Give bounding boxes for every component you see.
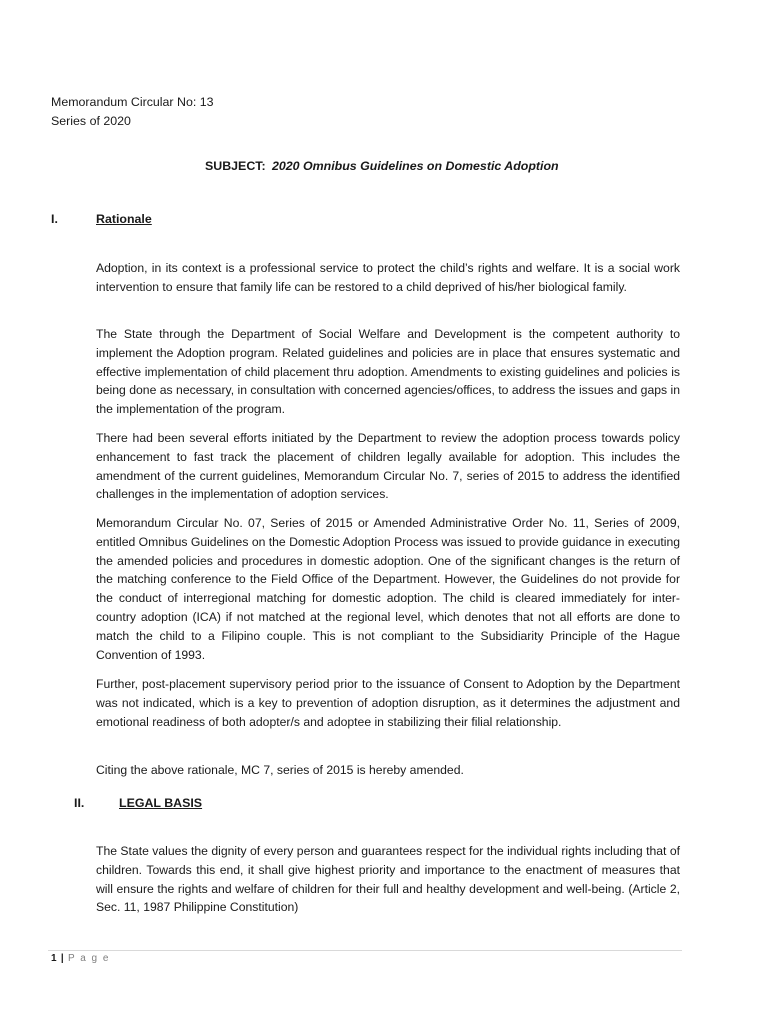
rationale-paragraph-1: Adoption, in its context is a professional service to protect the child’s rights and welfare. It is a social work intervention to ensure that family life can be restored to a child deprived of his/her biological family. — [96, 261, 680, 294]
page-number: 1 — [51, 953, 57, 964]
subject-label: SUBJECT: — [205, 159, 266, 173]
footer-separator: | — [60, 953, 64, 964]
section-2-title: LEGAL BASIS — [119, 796, 203, 810]
rationale-paragraph-2: The State through the Department of Social Welfare and Development is the competent authority to implement the Adoption program. Related guidelines and policies are in place that ensures systematic and effective implementation of child placement thru adoption. Amendments to existing guidelines and policies is being done as necessary, in consultation with concerned agencies/offices, to address the issues and gaps in the implementation of the program. — [96, 327, 680, 417]
circular-series: Series of 2020 — [51, 114, 131, 128]
section-1-title: Rationale — [96, 212, 152, 226]
page-footer — [51, 953, 110, 964]
subject-title: 2020 Omnibus Guidelines on Domestic Adoption — [272, 159, 559, 173]
rationale-paragraph-5: Further, post-placement supervisory period prior to the issuance of Consent to Adoption by the Department was not indicated, which is a key to prevention of adoption disruption, as it determines the adjustment and emotional readiness of both adopter/s and adoptee in stabilizing their filial relationship. — [96, 677, 680, 729]
footer-divider — [48, 950, 682, 951]
rationale-paragraph-6: Citing the above rationale, MC 7, series of 2015 is hereby amended. — [96, 763, 464, 777]
section-1-number: I. — [51, 212, 58, 226]
section-2-number: II. — [74, 796, 85, 810]
rationale-paragraph-3: There had been several efforts initiated by the Department to review the adoption process towards policy enhancement to fast track the placement of children legally available for adoption. This includes the amendment of the current guidelines, Memorandum Circular No. 7, series of 2015 to address the identified challenges in the implementation of adoption services. — [96, 431, 680, 502]
legal-basis-paragraph-1: The State values the dignity of every person and guarantees respect for the individual rights including that of children. Towards this end, it shall give highest priority and importance to the enactment of measures that will ensure the rights and welfare of children for their full and healthy development and well-being. (Article 2, Sec. 11, 1987 Philippine Constitution) — [96, 844, 680, 915]
rationale-paragraph-4: Memorandum Circular No. 07, Series of 2015 or Amended Administrative Order No. 11, Series of 2009, entitled Omnibus Guidelines on the Domestic Adoption Process was issued to provide guidance in executing the amended policies and procedures in domestic adoption. One of the significant changes is the return of the matching conference to the Field Office of the Department. However, the Guidelines do not provide for the conduct of interregional matching for domestic adoption. The child is cleared immediately for inter-country adoption (ICA) if not matched at the regional level, which denotes that not all efforts are done to match the child to a Filipino couple. This is not compliant to the Subsidiarity Principle of the Hague Convention of 1993. — [96, 516, 680, 662]
circular-number: Memorandum Circular No: 13 — [51, 95, 214, 109]
page-label: P a g e — [67, 953, 110, 964]
